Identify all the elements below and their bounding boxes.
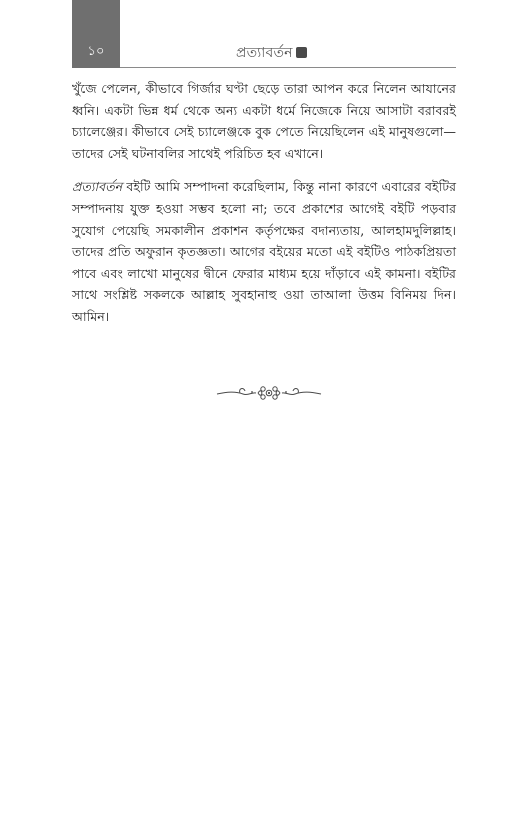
header-rule [120, 67, 456, 68]
paragraph-2-text: বইটি আমি সম্পাদনা করেছিলাম, কিন্তু নানা কারণে এবারের বইটির সম্পাদনায় যুক্ত হওয়া সম্ভব হলো না; তবে প্রকাশের আগেই বইটি পড়বার সুযোগ পেয়েছি সমকালীন প্রকাশন কর্তৃপক্ষের বদান্যতায়, আলহামদুলিল্লাহ। তাদের প্রতি অফুরান কৃতজ্ঞতা। আগের বইয়ের মতো এই বইটিও পাঠকপ্রিয়তা পাবে এবং লাখো মানুষের দ্বীনে ফেরার মাধ্যম হয়ে দাঁড়াবে এই কামনা। বইটির সাথে সংশ্লিষ্ট সকলকে আল্লাহ সুবহানাহু ওয়া তাআলা উত্তম বিনিময় দিন। আমিন। [72, 179, 456, 324]
body-text [72, 78, 456, 328]
floral-divider-icon [215, 381, 323, 405]
paragraph-2 [72, 176, 456, 327]
paragraph-1: খুঁজে পেলেন, কীভাবে গির্জার ঘণ্টা ছেড়ে তারা আপন করে নিলেন আযানের ধ্বনি। একটা ভিন্ন ধর্ম থেকে অন্য একটা ধর্মে নিজেকে নিয়ে আসাটা বরাবরই চ্যালেঞ্জের। কীভাবে সেই চ্যালেঞ্জকে বুক পেতে নিয়েছিলেন এই মানুষগুলো—তাদের সেই ঘটনাবলির সাথেই পরিচিত হব এখানে। [72, 81, 456, 161]
book-mark-icon [296, 47, 307, 58]
page-number: ১০ [87, 44, 105, 59]
book-title: প্রত্যাবর্তন [72, 179, 123, 195]
running-header [236, 41, 307, 65]
running-header-title: প্রত্যাবর্তন [236, 45, 293, 61]
